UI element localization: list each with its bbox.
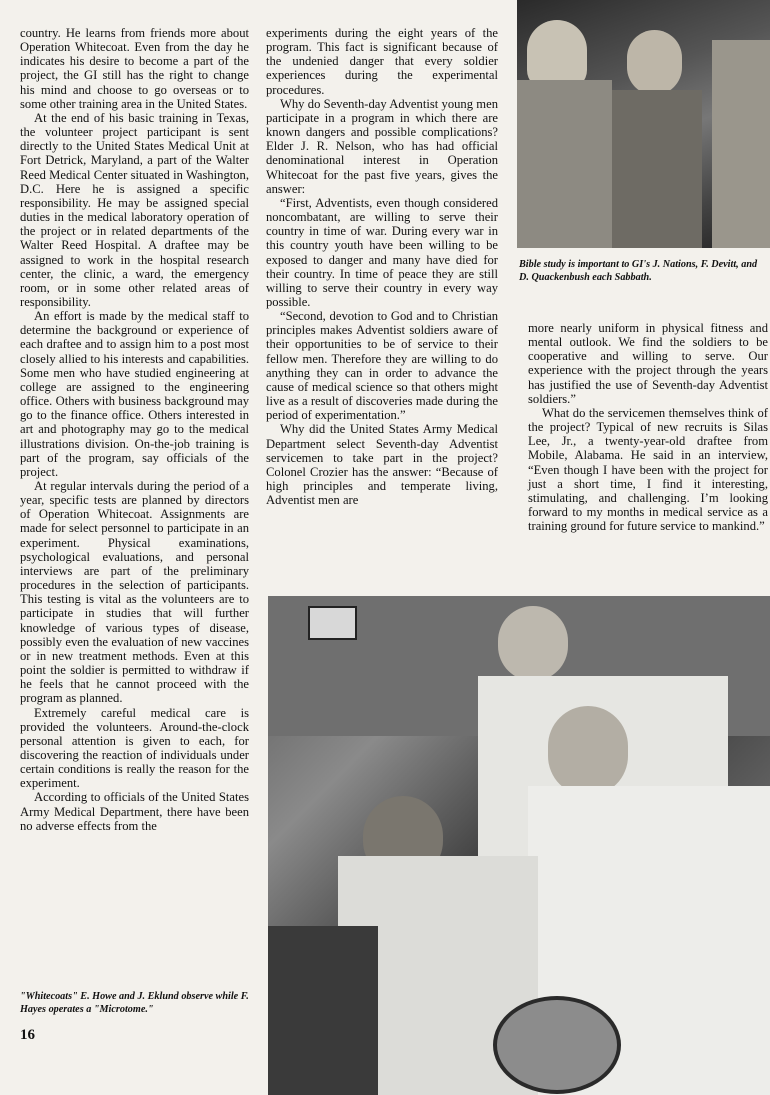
paragraph: more nearly uniform in physical fitness and mental outlook. We find the soldiers to be cooperative and willing to serve. Our experience with the project through the years has justified the use of Seventh-day Adventist soldiers.” — [528, 321, 768, 406]
paragraph: What do the servicemen themselves think of the project? Typical of new recruits is Silas Lee, Jr., a twenty-year-old draftee from Mobile, Alabama. He said in an interview, “Even though I have been with the project for just a short time, I find it interesting, stimulating, and challenging. I’m looking forward to my months in medical service as a training ground for future service to mankind.” — [528, 405, 768, 534]
article-column-3 — [528, 321, 768, 533]
paragraph: According to officials of the United States Army Medical Department, there have been no adverse effects from the — [20, 790, 249, 833]
paragraph: At the end of his basic training in Texas, the volunteer project participant is sent directly to the United States Medical Unit at Fort Detrick, Maryland, a part of the Walter Reed Medical Center situated in Washington, D.C. Here he is assigned a specific responsibility. He may be assigned special duties in the medical laboratory operation of the project or in related departments of the Walter Reed Hospital. A draftee may be assigned to work in the hospital research center, the clinic, a ward, the emergency room, or in some other related areas of responsibility. — [20, 110, 249, 309]
paragraph: Why do Seventh-day Adventist young men participate in a program in which there are known dangers and possible complications? Elder J. R. Nelson, who has had official denominational interest in Operation Whitecoat for the past five years, gives the answer: — [266, 96, 498, 196]
paragraph: country. He learns from friends more about Operation Whitecoat. Even from the day he indicates his desire to become a part of the project, the GI still has the right to change his mind and choose to go overseas or to some other training area in the United States. — [20, 26, 249, 111]
article-column-2 — [266, 26, 498, 507]
paragraph: An effort is made by the medical staff to determine the background or experience of each draftee and to assign him to a post most closely allied to his interests and capabilities. Some men who have studied engineering at college are assigned to the engineering office. Others with business background may go to the finance office. Others interested in art and photography may go to the medical illustrations division. On-the-job training is part of the program, say officials of the project. — [20, 309, 249, 479]
paragraph: “Second, devotion to God and to Christian principles makes Adventist soldiers aware of their opportunities to be of service to their fellow men. Therefore they are willing to do anything they can in order to advance the cause of medical science so that others might live as a result of discoveries made during the period of experimentation.” — [266, 309, 498, 423]
laboratory-microtome-photo — [268, 596, 770, 1095]
paragraph: Extremely careful medical care is provided the volunteers. Around-the-clock personal attention is given to each, for discovering the reaction of individuals under certain conditions is really the reason for the experiment. — [20, 705, 249, 791]
paragraph: At regular intervals during the period of a year, specific tests are planned by directors of Operation Whitecoat. Assignments are made for select personnel to participate in an experiment. Physical examinations, psychological evaluations, and personal interviews are part of the preliminary procedures in the selection of participants. This testing is vital as the volunteers are to participate in studies that will further knowledge of various types of disease, possibly even the evaluation of new vaccines or in new treatment methods. Even at this point the soldier is permitted to withdraw if he feels that he cannot proceed with the program as planned. — [20, 479, 249, 706]
photo-caption-top: Bible study is important to GI's J. Nations, F. Devitt, and D. Quackenbush each Sabbath. — [519, 259, 758, 283]
photo-caption-bottom: "Whitecoats" E. Howe and J. Eklund observe while F. Hayes operates a "Microtome." — [20, 991, 249, 1015]
bible-study-photo — [517, 0, 770, 248]
paragraph: “First, Adventists, even though considered noncombatant, are willing to serve their country in time of war. During every war in this country youth have been willing to be exposed to danger and many have died for their country. In time of peace they are still willing to serve their country in every way possible. — [266, 195, 498, 309]
paragraph: Why did the United States Army Medical Department select Seventh-day Adventist servicemen to take part in the project? Colonel Crozier has the answer: “Because of high principles and temperate living, Adventist men are — [266, 422, 498, 508]
page-number: 16 — [20, 1027, 35, 1043]
article-column-1 — [20, 26, 249, 833]
paragraph: experiments during the eight years of the program. This fact is significant because of the undenied danger that every soldier experiences during the experimental procedures. — [266, 26, 498, 97]
